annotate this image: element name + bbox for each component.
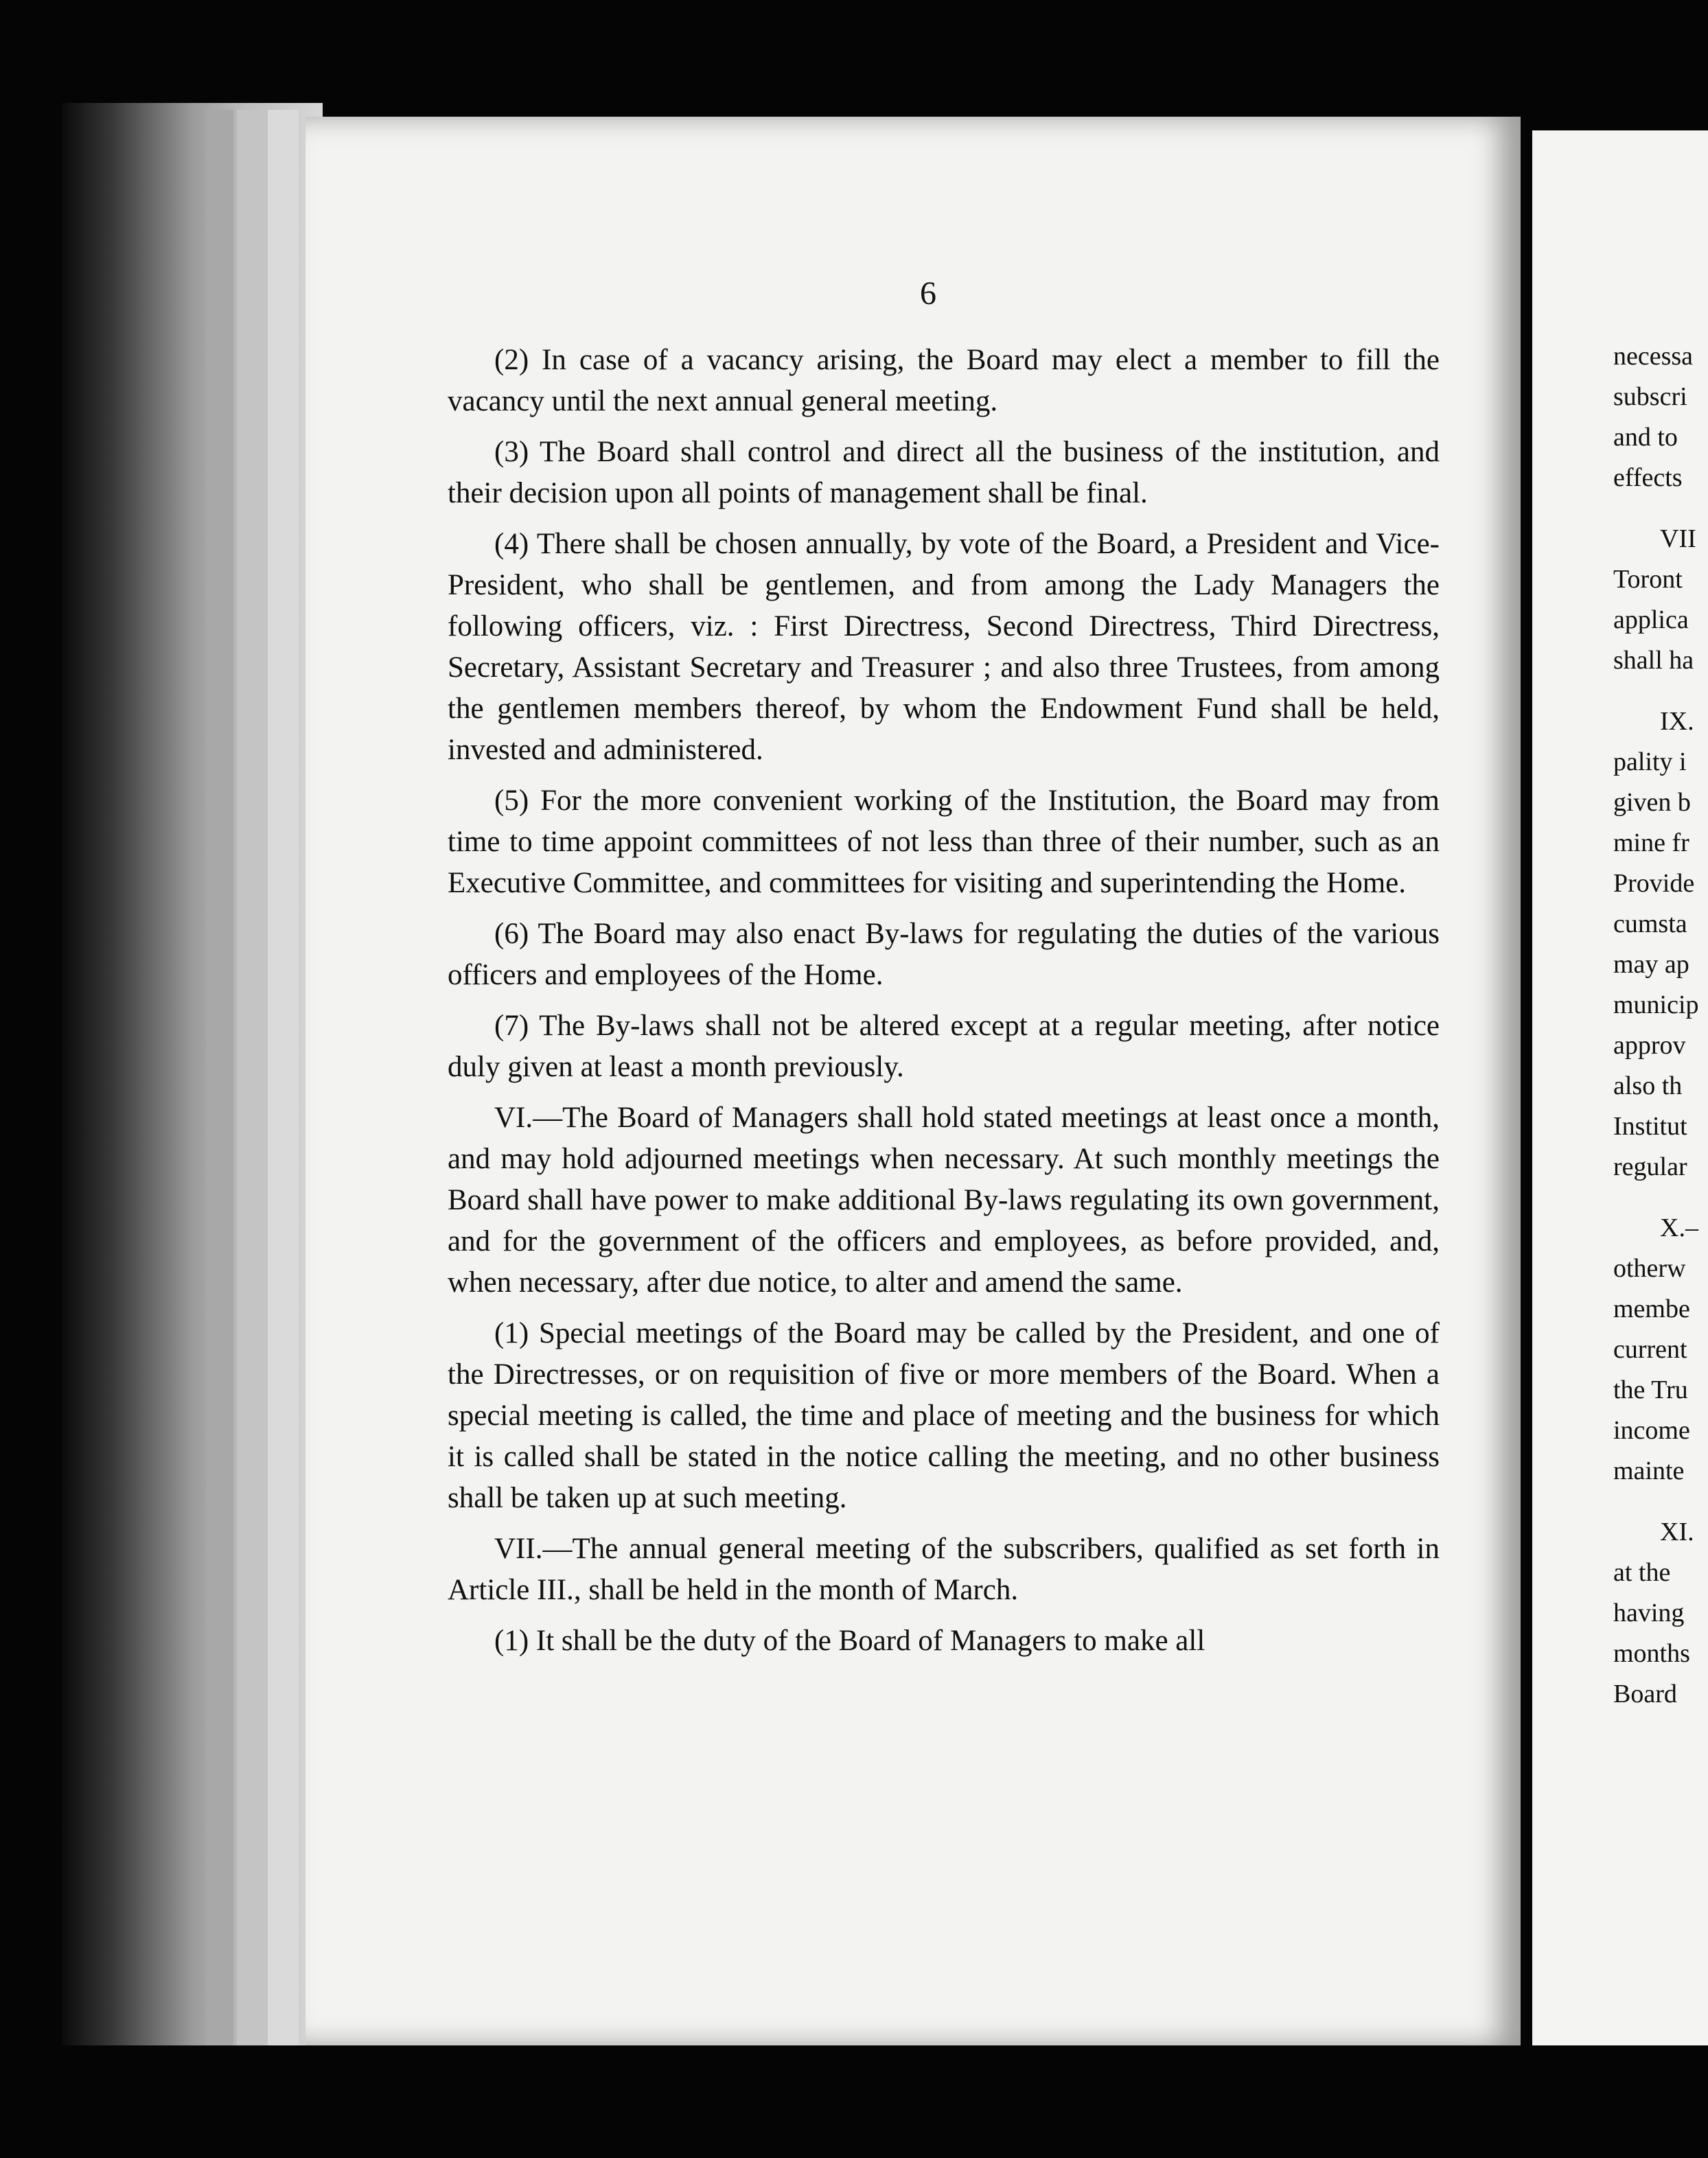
facing-line: VII (1660, 524, 1696, 553)
facing-line: pality i (1613, 747, 1687, 776)
facing-line: cumsta (1613, 909, 1687, 938)
facing-line: and to (1613, 423, 1678, 452)
page-number: 6 (920, 275, 936, 312)
facing-line: Toront (1613, 565, 1683, 594)
paragraph-7: (7) The By-laws shall not be altered except at a regular meeting, after notice duly given at least a month previously. (448, 1010, 1440, 1083)
facing-line: current (1613, 1335, 1687, 1364)
facing-line: necessa (1613, 342, 1694, 371)
facing-line: otherw (1613, 1254, 1686, 1283)
facing-line: having (1613, 1599, 1685, 1627)
article-vii-1: (1) It shall be the duty of the Board of Managers to make all (494, 1625, 1205, 1657)
facing-line: Institut (1613, 1112, 1687, 1141)
facing-line: IX. (1660, 707, 1694, 736)
facing-line: approv (1613, 1031, 1686, 1060)
facing-line: membe (1613, 1295, 1690, 1323)
page-edge-strip-3 (268, 110, 299, 2045)
facing-line: Board (1613, 1680, 1677, 1708)
facing-line: the Tru (1613, 1376, 1688, 1404)
article-vii: VII.—The annual general meeting of the subscribers, qualified as set forth in Article III., shall be held in the month of March. (448, 1533, 1440, 1606)
paragraph-4: (4) There shall be chosen annually, by vote of the Board, a President and Vice-President, who shall be gentlemen, and from among the Lady Managers the following officers, viz. : First Directress, Second Directress, Third Directress, Secretary, Assistant Secretary and Treasurer ; and also three Trustees, from among the gentlemen members thereof, by whom the Endowment Fund shall be held, invested and administered. (448, 528, 1440, 766)
facing-page-text (1613, 336, 1708, 1715)
facing-line: also th (1613, 1071, 1683, 1100)
facing-line: subscri (1613, 382, 1687, 411)
article-vi-1: (1) Special meetings of the Board may be called by the President, and one of the Directresses, or on requisition of five or more members of the Board. When a special meeting is called, the time and place of meeting and the business for which it is called shall be stated in the notice calling the meeting, and no other business shall be taken up at such meeting. (448, 1317, 1440, 1514)
facing-line: applica (1613, 605, 1689, 634)
facing-line: effects (1613, 463, 1683, 492)
facing-line: may ap (1613, 950, 1689, 979)
facing-line: given b (1613, 788, 1691, 817)
facing-line: municip (1613, 990, 1699, 1019)
facing-line: mainte (1613, 1457, 1685, 1485)
facing-line: regular (1613, 1152, 1687, 1181)
article-vi: VI.—The Board of Managers shall hold stated meetings at least once a month, and may hold adjourned meetings when necessary. At such monthly meetings the Board shall have power to make additional By-laws regulating its own government, and for the government of the officers and employees, as before provided, and, when necessary, after due notice, to alter and amend the same. (448, 1102, 1440, 1299)
body-text (448, 340, 1440, 1671)
facing-line: at the (1613, 1558, 1671, 1587)
page-edge-strip-2 (237, 110, 264, 2045)
paragraph-3: (3) The Board shall control and direct all the business of the institution, and their decision upon all points of management shall be final. (448, 436, 1440, 509)
facing-line: months (1613, 1639, 1690, 1668)
facing-line: XI. (1660, 1518, 1694, 1546)
facing-line: X.– (1660, 1214, 1698, 1242)
facing-line: shall ha (1613, 646, 1694, 675)
facing-line: Provide (1613, 869, 1695, 898)
paragraph-6: (6) The Board may also enact By-laws for regulating the duties of the various officers and employees of the Home. (448, 918, 1440, 991)
paragraph-2: (2) In case of a vacancy arising, the Board may elect a member to fill the vacancy until the next annual general meeting. (448, 344, 1440, 417)
facing-line: income (1613, 1416, 1690, 1445)
page-edge-strip-1 (206, 110, 233, 2045)
facing-line: mine fr (1613, 828, 1689, 857)
paragraph-5: (5) For the more convenient working of the Institution, the Board may from time to time appoint committees of not less than three of their number, such as an Executive Committee, and committees for visiting and superintending the Home. (448, 785, 1440, 899)
